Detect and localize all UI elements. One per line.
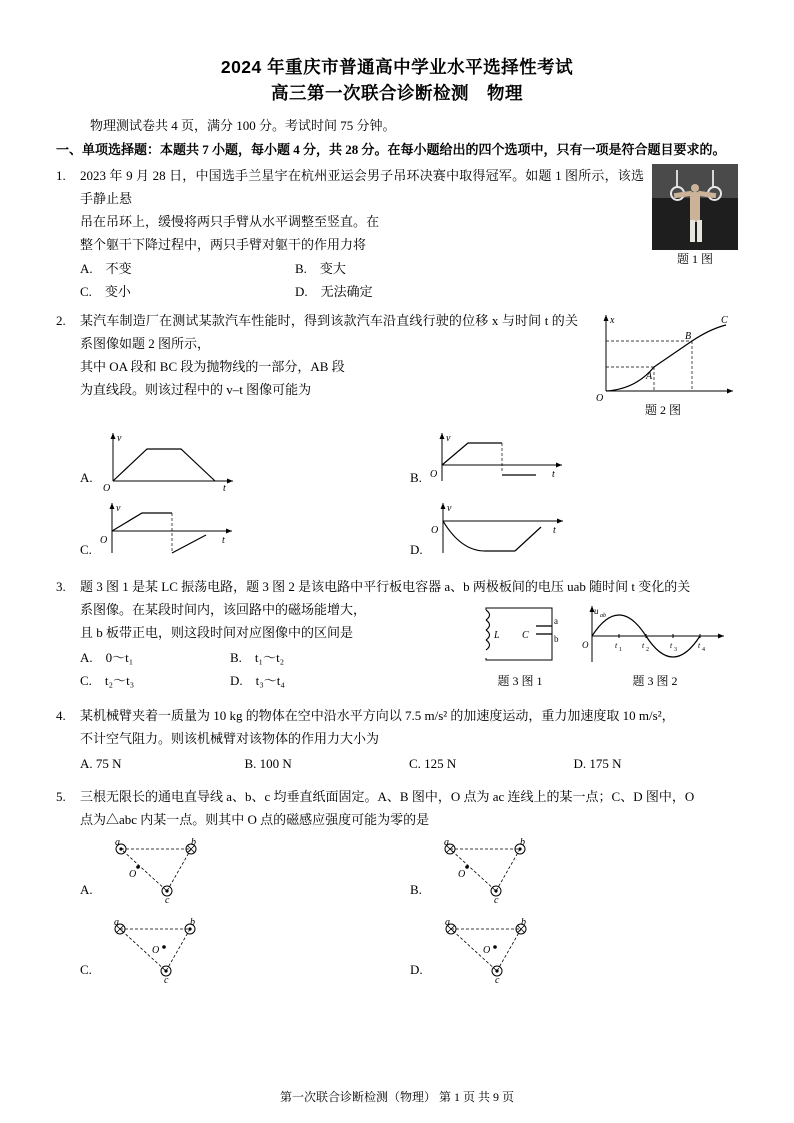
question-2-text-line1: 某汽车制造厂在测试某款汽车性能时，得到该款汽车沿直线行驶的位移 x 与时间 t 的关系图像如题 2 图所示， <box>80 313 578 351</box>
svg-text:t: t <box>698 641 701 650</box>
svg-text:t: t <box>670 641 673 650</box>
question-1-option-c[interactable]: C. 变小 <box>80 284 131 299</box>
question-5-text-line1: 三根无限长的通电直导线 a、b、c 均垂直纸面固定。A、B 图中，O 点为 ac 连线上的某一点；C、D 图中，O <box>80 789 695 804</box>
svg-text:u: u <box>594 606 599 616</box>
svg-text:C: C <box>721 315 728 326</box>
question-1-text-line2: 吊在吊环上，缓慢将两只手臂从水平调整至竖直。在 <box>80 214 380 229</box>
question-2-option-b-label[interactable]: B. <box>410 470 422 485</box>
question-2 <box>56 309 738 565</box>
svg-text:b: b <box>520 917 526 928</box>
question-1 <box>56 164 738 303</box>
question-1-number: 1. <box>56 168 66 183</box>
question-2-options-row1 <box>80 425 738 493</box>
svg-text:2: 2 <box>646 647 649 653</box>
vt-graph-c <box>94 497 244 565</box>
uab-t-graph <box>580 600 730 672</box>
svg-text:c: c <box>163 975 169 986</box>
question-3-option-c[interactable]: C. t₂～t₃ <box>80 673 135 688</box>
svg-text:O: O <box>482 945 490 956</box>
question-4-text-line2: 不计空气阻力。则该机械臂对该物体的作用力大小为 <box>80 731 380 746</box>
question-1-option-d[interactable]: D. 无法确定 <box>295 284 373 299</box>
svg-text:a: a <box>444 917 450 928</box>
question-1-figure-caption: 题 1 图 <box>676 252 713 266</box>
question-5-text-line2: 点为△abc 内某一点。则其中 O 点的磁感应强度可能为零的是 <box>80 812 430 827</box>
svg-text:O: O <box>151 945 160 956</box>
vt-graph-b <box>424 425 574 493</box>
svg-text:ab: ab <box>600 613 606 619</box>
svg-text:t: t <box>222 483 226 493</box>
svg-text:t: t <box>552 525 556 536</box>
svg-text:a: a <box>113 917 119 928</box>
svg-text:b: b <box>189 917 195 928</box>
question-2-option-a-label[interactable]: A. <box>80 470 93 485</box>
question-1-option-a[interactable]: A. 不变 <box>80 261 132 276</box>
question-4-option-d[interactable]: D. 175 N <box>573 756 622 771</box>
page-footer: 第一次联合诊断检测（物理） 第 1 页 共 9 页 <box>279 1090 514 1104</box>
svg-text:O: O <box>582 640 589 650</box>
question-4-options <box>80 752 738 775</box>
question-3-text-line3: 且 b 板带正电，则这段时间对应图像中的区间是 <box>80 625 354 640</box>
svg-text:t: t <box>615 641 618 650</box>
svg-text:O: O <box>429 469 438 480</box>
question-3-text-line2: 系图像。在某段时间内，该回路中的磁场能增大， <box>80 602 367 617</box>
svg-text:A: A <box>646 371 653 382</box>
x-t-graph <box>588 309 738 401</box>
svg-text:1: 1 <box>619 647 622 653</box>
question-4-option-c[interactable]: C. 125 N <box>409 756 457 771</box>
svg-text:a: a <box>443 837 449 848</box>
svg-text:v: v <box>445 433 451 444</box>
question-4-text-line1: 某机械臂夹着一质量为 10 kg 的物体在空中沿水平方向以 7.5 m/s² 的加速度运动，重力加速度取 10 m/s²， <box>80 708 675 723</box>
svg-text:c: c <box>494 975 500 986</box>
vt-graph-a <box>95 425 245 493</box>
question-3-figure-1 <box>470 600 570 692</box>
page-title-line1: 2024 年重庆市普通高中学业水平选择性考试 <box>220 57 574 77</box>
exam-instructions: 物理测试卷共 4 页，满分 100 分。考试时间 75 分钟。 <box>90 118 396 133</box>
lc-circuit-diagram <box>470 600 570 672</box>
question-1-options <box>80 257 510 303</box>
svg-text:O: O <box>128 869 136 880</box>
question-3-option-d[interactable]: D. t₃～t₄ <box>230 673 285 688</box>
gymnast-rings-photo <box>652 164 738 250</box>
svg-text:O: O <box>596 393 604 401</box>
page-title-line2: 高三第一次联合诊断检测 物理 <box>271 83 523 103</box>
question-1-text-line3: 整个躯干下降过程中，两只手臂对躯干的作用力将 <box>80 237 367 252</box>
question-3-option-a[interactable]: A. 0～t₁ <box>80 650 134 665</box>
question-5 <box>56 785 738 987</box>
svg-text:C: C <box>522 630 529 641</box>
svg-text:B: B <box>685 331 692 342</box>
wire-config-c <box>94 913 254 987</box>
question-4 <box>56 704 738 775</box>
question-2-text-line2: 其中 OA 段和 BC 段为抛物线的一部分，AB 段 <box>80 359 345 374</box>
svg-text:O: O <box>99 535 108 546</box>
svg-text:O: O <box>457 869 466 880</box>
svg-text:x: x <box>610 315 615 326</box>
svg-text:v: v <box>116 433 122 444</box>
wire-config-b <box>424 833 584 907</box>
svg-text:b: b <box>519 837 525 848</box>
question-5-option-b-label[interactable]: B. <box>410 882 422 897</box>
svg-text:O: O <box>102 483 110 493</box>
vt-graph-d <box>425 497 575 565</box>
question-1-figure <box>652 164 738 268</box>
svg-text:L: L <box>494 630 500 641</box>
question-5-option-d-label[interactable]: D. <box>410 962 423 977</box>
svg-text:v: v <box>115 503 121 514</box>
svg-text:a: a <box>554 616 558 626</box>
svg-text:b: b <box>190 837 196 848</box>
svg-text:t: t <box>221 535 225 546</box>
section-heading-1: 一、单项选择题：本题共 7 小题，每小题 4 分，共 28 分。在每小题给出的四个选项中，只有一项是符合题目要求的。 <box>56 142 726 157</box>
question-3-figure-1-caption: 题 3 图 1 <box>497 674 543 688</box>
question-3 <box>56 575 738 692</box>
question-1-text-line1: 2023 年 9 月 28 日，中国选手兰星宇在杭州亚运会男子吊环决赛中取得冠军。如题 1 图所示，该选手静止悬 <box>80 168 644 206</box>
svg-text:c: c <box>164 895 170 906</box>
question-1-option-b[interactable]: B. 变大 <box>295 261 346 276</box>
question-2-figure-caption: 题 2 图 <box>644 403 681 417</box>
question-2-option-c-label[interactable]: C. <box>80 542 92 557</box>
question-2-figure <box>588 309 738 419</box>
svg-text:v: v <box>446 503 452 514</box>
question-3-options <box>80 646 380 692</box>
svg-text:b: b <box>554 634 559 644</box>
question-3-option-b[interactable]: B. t₁～t₂ <box>230 650 285 665</box>
question-3-text-line1: 题 3 图 1 是某 LC 振荡电路，题 3 图 2 是该电路中平行板电容器 a、b 两极板间的电压 uab 随时间 t 变化的关 <box>80 579 691 594</box>
svg-text:3: 3 <box>674 647 677 653</box>
question-5-option-a-label[interactable]: A. <box>80 882 93 897</box>
question-4-number: 4. <box>56 708 66 723</box>
svg-text:O: O <box>430 525 438 536</box>
svg-text:t: t <box>642 641 645 650</box>
svg-text:t: t <box>551 469 555 480</box>
wire-config-d <box>425 913 585 987</box>
question-3-number: 3. <box>56 579 66 594</box>
question-5-options-row2 <box>80 913 738 987</box>
question-2-option-d-label[interactable]: D. <box>410 542 423 557</box>
question-2-number: 2. <box>56 313 66 328</box>
question-2-text-line3: 为直线段。则该过程中的 v–t 图像可能为 <box>80 382 312 397</box>
question-5-number: 5. <box>56 789 66 804</box>
wire-config-a <box>95 833 255 907</box>
question-4-option-b[interactable]: B. 100 N <box>244 756 292 771</box>
question-3-figure-2 <box>580 600 730 692</box>
question-3-figure-2-caption: 题 3 图 2 <box>632 674 678 688</box>
question-2-options-row2 <box>80 497 738 565</box>
svg-text:c: c <box>493 895 499 906</box>
svg-text:4: 4 <box>702 647 705 653</box>
question-5-options-row1 <box>80 833 738 907</box>
question-5-option-c-label[interactable]: C. <box>80 962 92 977</box>
question-4-option-a[interactable]: A. 75 N <box>80 756 122 771</box>
svg-text:a: a <box>114 837 120 848</box>
